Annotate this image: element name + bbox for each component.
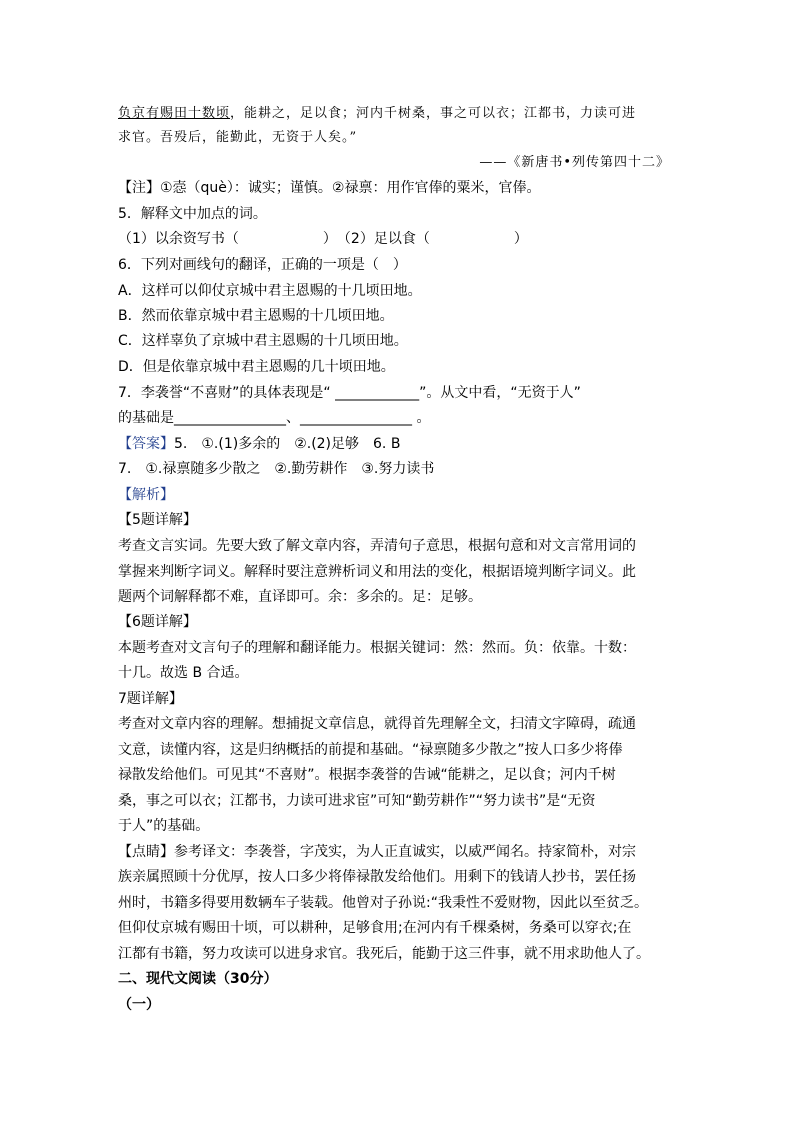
question-6-option-b: B．然而依靠京城中君主恩赐的十几顷田地。 bbox=[118, 308, 394, 324]
question-7-line-2: 的基础是________________、________________ 。 bbox=[118, 410, 431, 426]
note bbox=[118, 178, 678, 198]
note-text: ①悫（què）：诚实；谨慎。②禄禀：用作官俸的粟米，官俸。 bbox=[160, 180, 541, 196]
question-6-option-c: C．这样辜负了京城中君主恩赐的十几顷田地。 bbox=[118, 333, 408, 349]
q7-detail-line: 文意，读懂内容，这是归纳概括的前提和基础。“禄禀随多少散之”按人口多少将俸 bbox=[118, 742, 623, 758]
q5-detail-line: 题两个词解释都不难，直译即可。余：多余的。足：足够。 bbox=[118, 589, 482, 605]
dianjing-line: 族亲属照顾十分优厚，按人口多少将俸禄散发给他们。用剩下的钱请人抄书，罢任扬 bbox=[118, 869, 636, 885]
answer-line-1 bbox=[118, 434, 678, 454]
underlined-phrase: 负京有赐田十数顷 bbox=[118, 106, 231, 121]
excerpt-source: ——《新唐书•列传第四十二》 bbox=[479, 155, 670, 170]
dianjing-tag: 【点睛】 bbox=[118, 844, 174, 860]
q7-detail-heading: 7题详解】 bbox=[118, 691, 183, 707]
question-6-option-a: A．这样可以仰仗京城中君主恩赐的十几顷田地。 bbox=[118, 283, 422, 299]
q7-detail-line: 考查对文章内容的理解。想捕捉文章信息，就得首先理解全文，扫清文字障碍，疏通 bbox=[118, 716, 636, 732]
section-heading: 二、现代文阅读（30分） bbox=[118, 971, 278, 987]
excerpt-line-1 bbox=[118, 104, 678, 124]
q6-detail-line: 本题考查对文言句子的理解和翻译能力。根据关键词：然：然而。负：依靠。十数： bbox=[118, 640, 636, 656]
note-tag: 【注】 bbox=[118, 180, 160, 196]
dianjing-line: 但仰仗京城有赐田十顷，可以耕种，足够食用;在河内有千棵桑树，务桑可以穿衣;在 bbox=[118, 920, 632, 936]
question-7-line-1: 7．李袭誉“不喜财”的具体表现是“ ____________”。从文中看，“无资于人” bbox=[118, 385, 581, 401]
analysis-tag: 【解析】 bbox=[118, 487, 174, 503]
excerpt-line-1-rest: ，能耕之，足以食；河内千树桑，事之可以衣；江都书，力读可进 bbox=[230, 106, 637, 121]
q7-detail-line: 禄散发给他们。可见其“不喜财”。根据李袭誉的告诫“能耕之，足以食；河内千树 bbox=[118, 767, 616, 783]
excerpt-line-2: 求官。吾殁后，能勤此，无资于人矣。” bbox=[118, 130, 358, 145]
section-subheading: （一） bbox=[118, 997, 160, 1013]
answer-line-2: 7. ①.禄禀随多少散之 ②.勤劳耕作 ③.努力读书 bbox=[118, 461, 435, 477]
answer-tag: 【答案】 bbox=[118, 436, 174, 452]
q7-detail-line: 桑，事之可以衣；江都书，力读可进求宦”可知“勤劳耕作”“努力读书”是“无资 bbox=[118, 793, 596, 809]
answer-text-1: 5. ①.(1)多余的 ②.(2)足够 6. B bbox=[174, 436, 401, 452]
question-5-items: （1）以余资写书（ ） （2）足以食（ ） bbox=[118, 231, 528, 247]
dianjing-first-text: 参考译文：李袭誉，字茂实，为人正直诚实，以威严闻名。持家简朴，对宗 bbox=[174, 844, 636, 860]
q5-detail-line: 掌握来判断字词义。解释时要注意辨析词义和用法的变化，根据语境判断字词义。此 bbox=[118, 564, 636, 580]
q7-detail-line: 于人”的基础。 bbox=[118, 818, 210, 834]
q5-detail-line: 考查文言实词。先要大致了解文章内容，弄清句子意思，根据句意和对文言常用词的 bbox=[118, 538, 636, 554]
q6-detail-line: 十几。故选 B 合适。 bbox=[118, 665, 249, 681]
dianjing-first-line bbox=[118, 842, 678, 862]
question-5: 5．解释文中加点的词。 bbox=[118, 206, 267, 222]
question-6-option-d: D．但是依靠京城中君主恩赐的几十顷田地。 bbox=[118, 359, 395, 375]
q6-detail-heading: 【6题详解】 bbox=[118, 614, 197, 630]
dianjing-line: 江都有书籍，努力攻读可以进身求官。我死后，能勤于这三件事，就不用求助他人了。 bbox=[118, 946, 650, 962]
dianjing-line: 州时，书籍多得要用数辆车子装载。他曾对子孙说:“我秉性不爱财物，因此以至贫乏。 bbox=[118, 895, 648, 911]
q5-detail-heading: 【5题详解】 bbox=[118, 512, 197, 528]
question-6: 6．下列对画线句的翻译，正确的一项是（ ） bbox=[118, 257, 407, 273]
